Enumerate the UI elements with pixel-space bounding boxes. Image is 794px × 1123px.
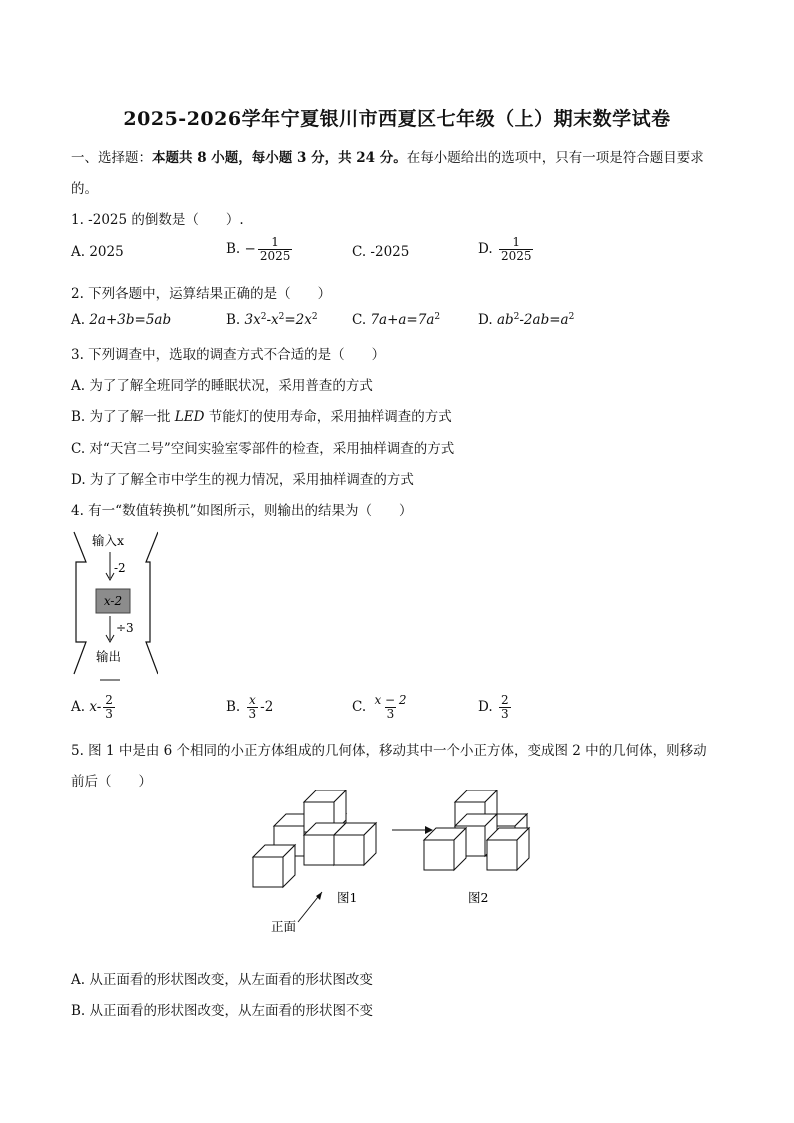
figure2-solid bbox=[424, 790, 529, 870]
section-heading bbox=[71, 146, 704, 166]
q1-option-d: D. $\frac{1}{2025}$ bbox=[478, 235, 532, 263]
q1-option-a: A. 2025 bbox=[71, 244, 124, 260]
q3-option-b: B. 为了了解一批 LED 节能灯的使用寿命，采用抽样调查的方式 bbox=[71, 409, 452, 425]
figure2-label: 图2 bbox=[468, 890, 489, 905]
number-machine-diagram bbox=[68, 528, 158, 688]
q5-stem-line1: 5. 图 1 中是由 6 个相同的小正方体组成的几何体，移动其中一个小正方体，变成图 2 中的几何体，则移动 bbox=[71, 743, 707, 759]
q1-stem: 1. -2025 的倒数是（ ）. bbox=[71, 212, 244, 228]
section-heading-line2: 的。 bbox=[71, 181, 98, 197]
section-heading-bold: 本题共 8 小题，每小题 3 分，共 24 分。 bbox=[152, 150, 407, 166]
diagram-output-label: 输出 bbox=[96, 649, 122, 664]
q4-option-b: B. $\frac{x}{3}$ -2 bbox=[226, 693, 274, 721]
q5-stem-line2: 前后（ ） bbox=[71, 774, 152, 790]
q3-stem: 3. 下列调查中，选取的调查方式不合适的是（ ） bbox=[71, 347, 386, 363]
q4-c-fraction: $\frac{x - 2}{3}$ bbox=[374, 693, 407, 721]
q4-option-c: C. $\frac{x - 2}{3}$ bbox=[352, 693, 407, 721]
diagram-step1-label: -2 bbox=[114, 561, 126, 575]
q2-option-a: A. 2a+3b=5ab bbox=[71, 312, 172, 328]
q4-d-fraction: $\frac{2}{3}$ bbox=[500, 693, 509, 721]
page-title: 2025-2026学年宁夏银川市西夏区七年级（上）期末数学试卷 bbox=[123, 108, 671, 130]
q2-option-d: D. $ab^2-2ab=a^2$ bbox=[478, 312, 575, 328]
figure1-label: 图1 bbox=[337, 890, 358, 905]
diagram-input-label: 输入x bbox=[92, 533, 125, 548]
section-heading-prefix: 一、选择题： bbox=[71, 150, 152, 166]
q1-d-fraction: $\frac{1}{2025}$ bbox=[500, 235, 532, 263]
q3-option-c: C. 对“天宫二号”空间实验室零部件的检查，采用抽样调查的方式 bbox=[71, 441, 455, 457]
section-heading-rest: 在每小题给出的选项中，只有一项是符合题目要求 bbox=[406, 150, 704, 166]
q2-stem: 2. 下列各题中，运算结果正确的是（ ） bbox=[71, 286, 332, 302]
figure1-solid bbox=[253, 790, 376, 887]
front-label: 正面 bbox=[271, 919, 297, 934]
q2-option-c: C. $7a+a=7a^2$ bbox=[352, 312, 441, 328]
q4-stem: 4. 有一“数值转换机”如图所示，则输出的结果为（ ） bbox=[71, 503, 413, 519]
q3-option-d: D. 为了了解全市中学生的视力情况，采用抽样调查的方式 bbox=[71, 472, 414, 488]
cube-figures bbox=[240, 790, 540, 940]
q5-option-b: B. 从正面看的形状图改变，从左面看的形状图不变 bbox=[71, 1003, 374, 1019]
q1-b-fraction: $\frac{1}{2025}$ bbox=[259, 235, 291, 263]
q4-a-fraction: $\frac{2}{3}$ bbox=[105, 693, 113, 721]
q1-option-c: C. -2025 bbox=[352, 244, 410, 260]
diagram-box-label: x-2 bbox=[103, 594, 123, 608]
q3-option-a: A. 为了了解全班同学的睡眠状况，采用普查的方式 bbox=[71, 378, 373, 394]
q1-option-b: B. − $\frac{1}{2025}$ bbox=[226, 235, 291, 263]
q4-option-d: D. $\frac{2}{3}$ bbox=[478, 693, 509, 721]
q5-option-a: A. 从正面看的形状图改变，从左面看的形状图改变 bbox=[71, 972, 373, 988]
q4-option-a: A. x- $\frac{2}{3}$ bbox=[71, 693, 113, 721]
q2-option-b: B. $3x^2-x^2=2x^2$ bbox=[226, 312, 318, 328]
diagram-step2-label: ÷3 bbox=[116, 621, 134, 635]
q4-b-fraction: $\frac{x}{3}$ bbox=[248, 693, 257, 721]
